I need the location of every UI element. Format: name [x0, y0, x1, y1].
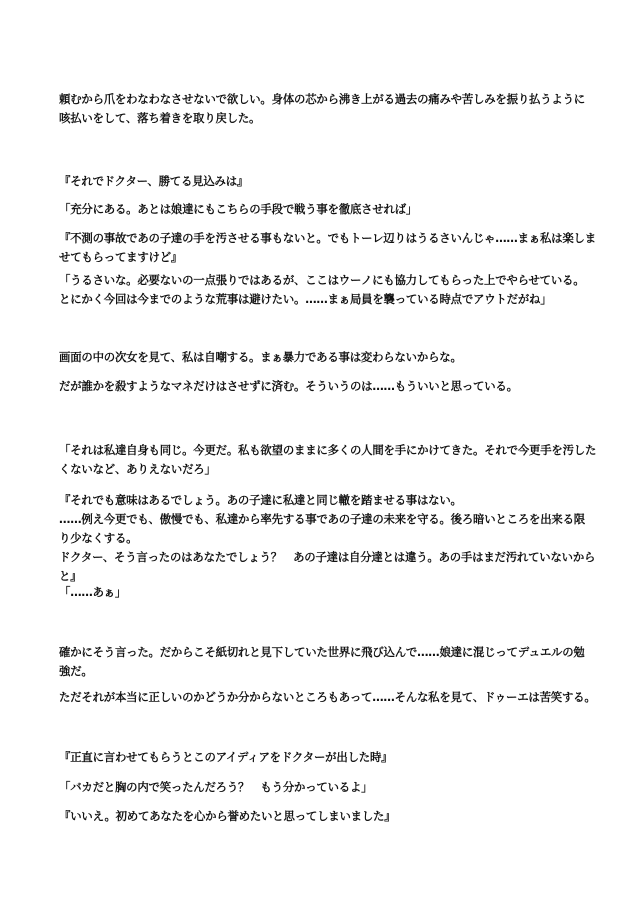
text-line: 頼むから爪をわなわなさせないで欲しい。身体の芯から沸き上がる過去の痛みや苦しみを振り払うように	[59, 92, 585, 106]
dialogue-paragraph	[59, 583, 589, 602]
text-line: ドクター、そう言ったのはあなたでしょう？ あの子達は自分達とは違う。あの手はまだ汚れていないから	[59, 550, 596, 564]
text-line: 「バカだと胸の内で笑ったんだろう？ もう分かっているよ」	[59, 780, 373, 794]
text-line: ただそれが本当に正しいのかどうか分からないところもあって……そんな私を見て、ドゥーエは苦笑する。	[59, 690, 596, 704]
text-line: とにかく今回は今までのような荒事は避けたい。……まぁ局員を襲っている時点でアウトだがね」	[59, 292, 552, 306]
text-line: くないなど、ありえないだろ」	[59, 462, 216, 476]
text-line: ……例え今更でも、傲慢でも、私達から率先する事であの子達の未来を守る。後ろ暗いところを出来る限	[59, 512, 585, 526]
dialogue-paragraph	[59, 441, 597, 479]
text-line: 画面の中の次女を見て、私は自嘲する。まぁ暴力である事は変わらないからな。	[59, 350, 462, 364]
dialogue-paragraph	[59, 200, 589, 219]
text-line: せてもらってますけど』	[59, 250, 183, 264]
dialogue-paragraph	[59, 778, 589, 797]
dialogue-paragraph	[59, 491, 596, 586]
text-line: 咳払いをして、落ち着きを取り戻した。	[59, 111, 261, 125]
text-line: り少なくする。	[59, 531, 138, 545]
narration-paragraph	[59, 90, 589, 128]
text-line: 「……あぁ」	[59, 585, 127, 599]
text-line: と』	[59, 569, 82, 583]
text-line: 「充分にある。あとは娘達にもこちらの手段で戦う事を徹底させれば」	[59, 202, 418, 216]
dialogue-paragraph	[59, 172, 589, 191]
narration-paragraph	[59, 688, 596, 707]
dialogue-paragraph	[59, 229, 596, 267]
text-line: 『いいえ。初めてあなたを心から誉めたいと思ってしまいました』	[59, 809, 396, 823]
text-line: 『正直に言わせてもらうとこのアイディアをドクターが出した時』	[59, 750, 393, 764]
text-line: 『それでドクター、勝てる見込みは』	[59, 174, 249, 188]
text-line: 「うるさいな。必要ないの一点張りではあるが、ここはウーノにも協力してもらった上でやらせている。	[59, 273, 585, 287]
dialogue-paragraph	[59, 748, 589, 767]
dialogue-paragraph	[59, 271, 589, 309]
text-line: 確かにそう言った。だからこそ紙切れと見下していた世界に飛び込んで……娘達に混じってデュエルの勉	[59, 645, 585, 659]
dialogue-paragraph	[59, 807, 589, 826]
text-line: だが誰かを殺すようなマネだけはさせずに済む。そういうのは……もういいと思っている。	[59, 379, 518, 393]
narration-paragraph	[59, 377, 589, 396]
narration-paragraph	[59, 348, 589, 367]
text-line: 「それは私達自身も同じ。今更だ。私も欲望のままに多くの人間を手にかけてきた。それで今更手を汚した	[59, 443, 597, 457]
text-line: 強だ。	[59, 664, 93, 678]
text-line: 『不測の事故であの子達の手を汚させる事もないと。でもトーレ辺りはうるさいんじゃ……まぁ私は楽しま	[59, 231, 596, 245]
narration-paragraph	[59, 643, 589, 681]
text-line: 『それでも意味はあるでしょう。あの子達に私達と同じ轍を踏ませる事はない。	[59, 493, 462, 507]
